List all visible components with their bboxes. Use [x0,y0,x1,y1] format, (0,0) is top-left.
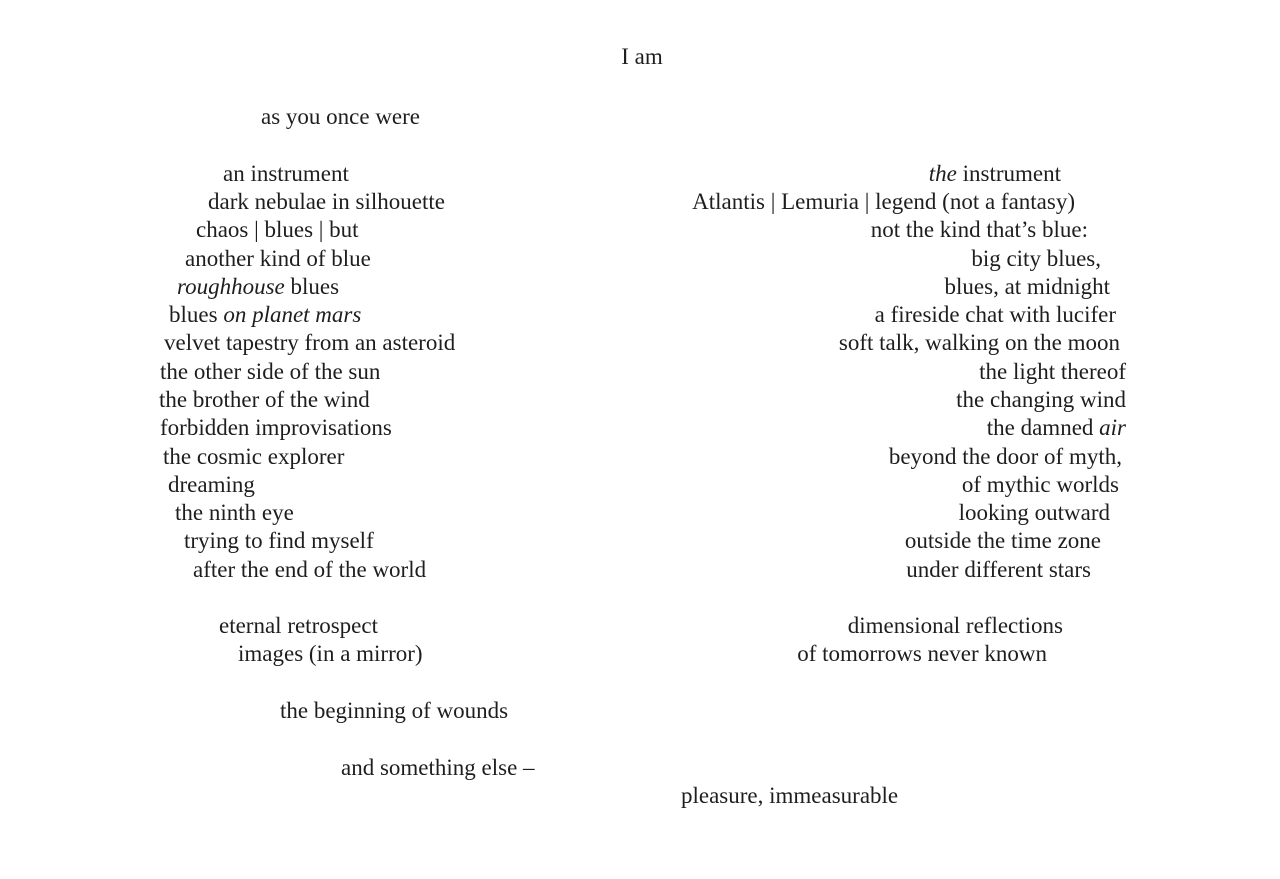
left-line: velvet tapestry from an asteroid [164,330,456,355]
right-line: Atlantis | Lemuria | legend (not a fantasy) [692,189,1075,214]
right-line: outside the time zone [904,528,1101,553]
left-line: the other side of the sun [160,359,381,384]
italic-text: roughhouse [177,274,285,299]
plain-text: blues [284,274,340,299]
italic-text: the [928,161,957,186]
right-line: looking outward [958,500,1110,525]
right-line: beyond the door of myth, [888,444,1122,469]
right-line: under different stars [906,557,1091,582]
right-line: big city blues, [971,246,1101,271]
italic-text: on planet mars [223,302,362,327]
plain-text: instrument [956,161,1061,186]
right-line: dimensional reflections [847,613,1063,638]
left-line: another kind of blue [185,246,371,271]
left-line: the cosmic explorer [163,444,345,469]
left-line: the ninth eye [175,500,294,525]
left-line: after the end of the world [193,557,427,582]
left-line: the brother of the wind [159,387,370,412]
right-line: the light thereof [979,359,1126,384]
right-line: a fireside chat with lucifer [874,302,1116,327]
right-line: soft talk, walking on the moon [838,330,1120,355]
left-line: images (in a mirror) [238,641,423,666]
right-line [800,414,1126,442]
poem-intro-line: as you once were [261,104,421,129]
right-line [760,160,1061,188]
italic-text: air [1099,415,1126,440]
left-line: chaos | blues | but [196,217,359,242]
right-line: of mythic worlds [961,472,1119,497]
left-line: trying to find myself [184,528,374,553]
left-line [169,301,361,329]
plain-text: the damned [986,415,1100,440]
right-line: the changing wind [956,387,1126,412]
left-line: dreaming [168,472,255,497]
left-line: eternal retrospect [219,613,378,638]
left-line: forbidden improvisations [160,415,392,440]
left-line: and something else – [341,755,535,780]
right-line: blues, at midnight [944,274,1110,299]
right-line: pleasure, immeasurable [681,783,899,808]
left-line [177,273,339,301]
left-line: dark nebulae in silhouette [208,189,445,214]
plain-text: blues [169,302,224,327]
poem-title: I am [621,44,663,69]
left-line: the beginning of wounds [280,698,509,723]
right-line: not the kind that’s blue: [870,217,1088,242]
right-line: of tomorrows never known [797,641,1047,666]
left-line: an instrument [223,161,349,186]
